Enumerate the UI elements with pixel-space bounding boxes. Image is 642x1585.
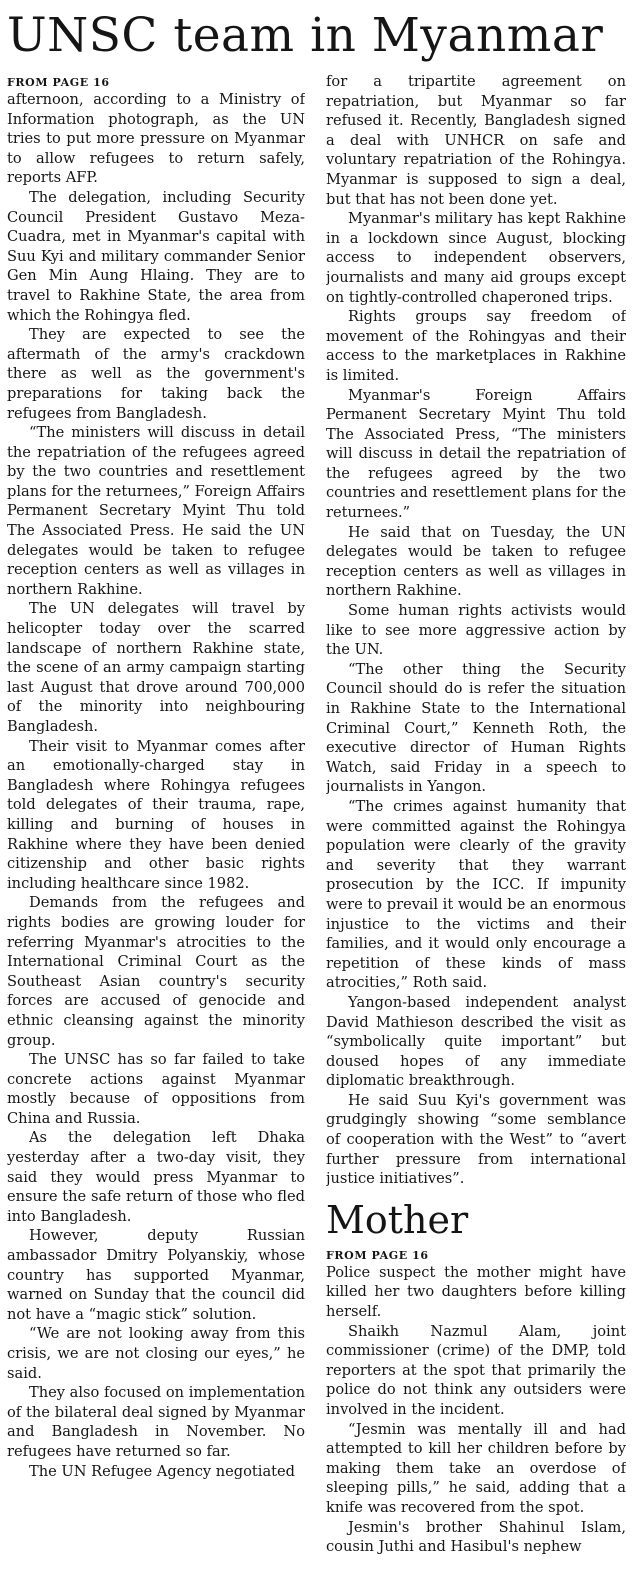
article-paragraph: The UN Refugee Agency negotiated	[29, 1462, 296, 1480]
article-paragraph: “The other thing the Security Council should do is refer the situation in Rakhine State to the International Criminal Court,” Kenneth Roth, the executive director of Human Rights Watch, said Friday in a speech to journalists in Yangon.	[326, 660, 626, 796]
article-paragraph: Their visit to Myanmar comes after an emotionally-charged stay in Bangladesh where Rohingya refugees told delegates of their trauma, rape, killing and burning of houses in Rakhine where they have been denied citizenship and other basic rights including healthcare since 1982.	[7, 737, 305, 892]
article-paragraph: afternoon, according to a Ministry of Information photograph, as the UN tries to put more pressure on Myanmar to allow refugees to return safely, reports AFP.	[7, 91, 305, 187]
second-article-paragraph: Police suspect the mother might have killed her two daughters before killing herself.	[326, 1263, 626, 1321]
article-paragraph: for a tripartite agreement on repatriation, but Myanmar so far refused it. Recently, Bangladesh signed a deal with UNHCR on safe and voluntary repatriation of the Rohingya. Myanmar is supposed to sign a deal, but that has not been done yet.	[326, 73, 626, 208]
article-paragraph: They also focused on implementation of the bilateral deal signed by Myanmar and Bangladesh in November. No refugees have returned so far.	[7, 1384, 305, 1460]
article-paragraph: As the delegation left Dhaka yesterday after a two-day visit, they said they would press Myanmar to ensure the safe return of those who fled into Bangladesh.	[7, 1129, 305, 1225]
article-paragraph: “The ministers will discuss in detail the repatriation of the refugees agreed by the two countries and resettlement plans for the returnees,” Foreign Affairs Permanent Secretary Myint Thu told The Associated Press. He said the UN delegates would be taken to refugee reception centers as well as villages in northern Rakhine.	[7, 424, 305, 598]
second-article-paragraph: Jesmin's brother Shahinul Islam, cousin Juthi and Hasibul's nephew	[326, 1518, 626, 1556]
article-paragraph: He said that on Tuesday, the UN delegates would be taken to refugee reception centers as well as villages in northern Rakhine.	[326, 523, 626, 600]
article-paragraph: The UN delegates will travel by helicopter today over the scarred landscape of northern Rakhine state, the scene of an army campaign starting last August that drove around 700,000 of the minority into neighbouring Bangladesh.	[7, 600, 305, 735]
second-article-headline: Mother	[326, 1197, 469, 1242]
article-paragraph: He said Suu Kyi's government was grudgingly showing “some semblance of cooperation with the West” to “avert further pressure from international justice initiatives”.	[326, 1091, 626, 1188]
second-from-page-label: FROM PAGE 16	[326, 1248, 429, 1262]
article-paragraph: Rights groups say freedom of movement of the Rohingyas and their access to the marketplaces in Rakhine is limited.	[326, 308, 626, 384]
article-column-right	[326, 72, 626, 1585]
article-paragraph: Myanmar's military has kept Rakhine in a lockdown since August, blocking access to independent observers, journalists and many aid groups except on tightly-controlled chaperoned trips.	[326, 210, 626, 306]
article-paragraph: Myanmar's Foreign Affairs Permanent Secretary Myint Thu told The Associated Press, “The ministers will discuss in detail the repatriation of the refugees agreed by the two countries and resettlement plans for the returnees.”	[326, 386, 626, 522]
second-article-paragraph: “Jesmin was mentally ill and had attempted to kill her children before by making them take an overdose of sleeping pills,” he said, adding that a knife was recovered from the spot.	[326, 1420, 626, 1516]
article-paragraph: Demands from the refugees and rights bodies are growing louder for referring Myanmar's atrocities to the International Criminal Court as the Southeast Asian country's security forces are accused of genocide and ethnic cleansing against the minority group.	[7, 894, 305, 1049]
article-paragraph: Yangon-based independent analyst David Mathieson described the visit as “symbolically quite important” but doused hopes of any immediate diplomatic breakthrough.	[326, 993, 626, 1090]
article-paragraph: However, deputy Russian ambassador Dmitry Polyanskiy, whose country has supported Myanmar, warned on Sunday that the council did not have a “magic stick” solution.	[7, 1227, 305, 1323]
article-paragraph: “We are not looking away from this crisis, we are not closing our eyes,” he said.	[7, 1325, 305, 1382]
article-paragraph: The delegation, including Security Council President Gustavo Meza-Cuadra, met in Myanmar's capital with Suu Kyi and military commander Senior Gen Min Aung Hlaing. They are to travel to Rakhine State, the area from which the Rohingya fled.	[7, 188, 305, 324]
article-paragraph: Some human rights activists would like to see more aggressive action by the UN.	[326, 602, 626, 659]
article-headline: UNSC team in Myanmar	[7, 8, 604, 63]
article-paragraph: The UNSC has so far failed to take concrete actions against Myanmar mostly because of oppositions from China and Russia.	[7, 1051, 305, 1127]
article-paragraph: “The crimes against humanity that were committed against the Rohingya population were clearly of the gravity and severity that they warrant prosecution by the ICC. If impunity were to prevail it would be an enormous injustice to the victims and their families, and it would only encourage a repetition of these kinds of mass atrocities,” Roth said.	[326, 797, 626, 992]
from-page-label: FROM PAGE 16	[7, 76, 110, 89]
second-article-paragraph: Shaikh Nazmul Alam, joint commissioner (crime) of the DMP, told reporters at the spot that primarily the police do not think any outsiders were involved in the incident.	[326, 1322, 626, 1418]
article-paragraph: They are expected to see the aftermath of the army's crackdown there as well as the government's preparations for taking back the refugees from Bangladesh.	[7, 326, 305, 422]
article-column-left	[7, 76, 305, 1585]
